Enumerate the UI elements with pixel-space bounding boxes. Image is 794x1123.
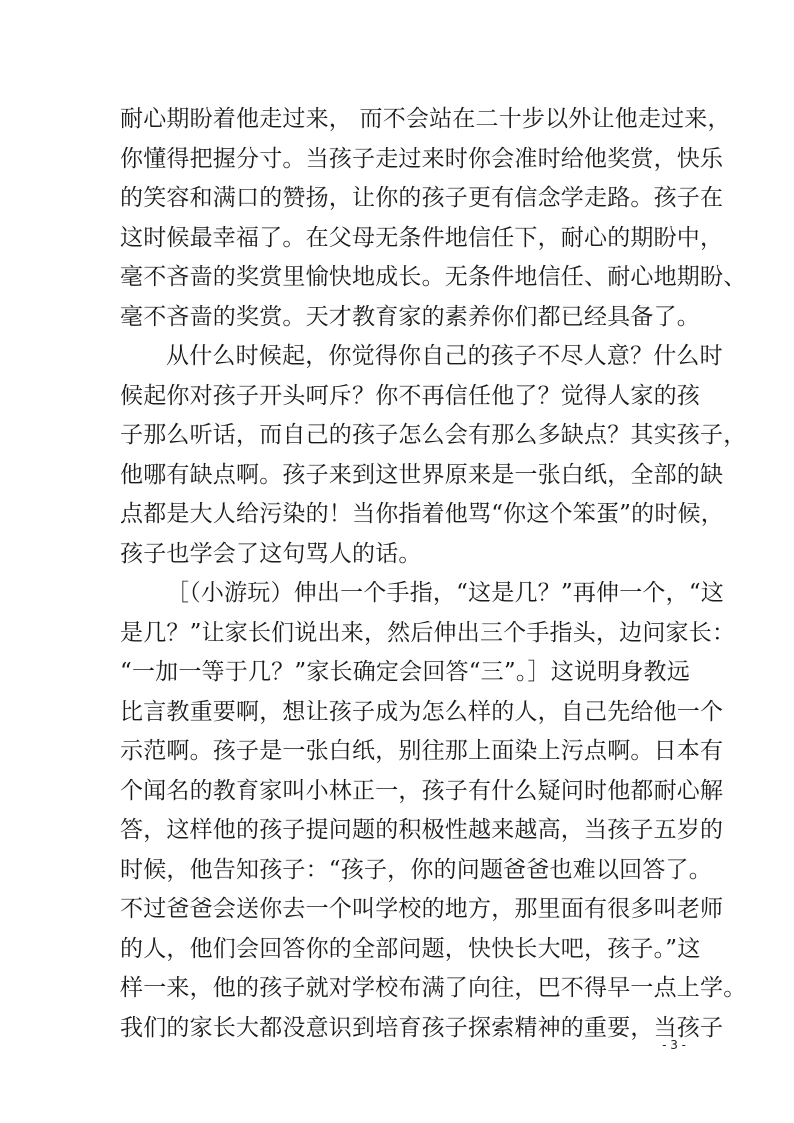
text-line: 子那么听话，而自己的孩子怎么会有那么多缺点？其实孩子，	[120, 422, 747, 448]
text-line: 他哪有缺点啊。孩子来到这世界原来是一张白纸，全部的缺	[120, 461, 724, 488]
text-line: 是几？”让家长们说出来，然后伸出三个手指头，边问家长：	[120, 619, 736, 646]
text-line: 候起你对孩子开头呵斥？你不再信任他了？觉得人家的孩	[120, 382, 700, 409]
text-line: 从什么时候起，你觉得你自己的孩子不尽人意？什么时	[166, 343, 723, 369]
text-line: 答，这样他的孩子提问题的积极性越来越高，当孩子五岁的	[120, 817, 724, 843]
text-line: 耐心期盼着他走过来， 而不会站在二十步以外让他走过来，	[120, 106, 731, 132]
text-line: 毫不吝啬的奖赏里愉快地成长。无条件地信任、耐心地期盼、	[120, 264, 747, 290]
text-line: 的人，他们会回答你的全部问题，快快长大吧，孩子。”这	[120, 935, 701, 962]
body-text	[120, 100, 747, 1048]
text-line: 示范啊。孩子是一张白纸，别往那上面染上污点啊。日本有	[120, 738, 724, 764]
text-line: 我们的家长大都没意识到培育孩子探索精神的重要，当孩子	[120, 1014, 724, 1041]
text-line: 比言教重要啊，想让孩子成为怎么样的人，自己先给他一个	[120, 698, 724, 725]
text-line: 样一来，他的孩子就对学校布满了向往，巴不得早一点上学。	[120, 975, 747, 1001]
text-line: ［（小游玩）伸出一个手指，“这是几？”再伸一个，“这	[166, 580, 724, 606]
text-line: 你懂得把握分寸。当孩子走过来时你会准时给他奖赏，快乐	[120, 145, 724, 172]
text-line: 点都是大人给污染的！当你指着他骂“你这个笨蛋”的时候，	[120, 501, 724, 527]
text-line: 时候，他告知孩子：“孩子，你的问题爸爸也难以回答了。	[120, 856, 712, 883]
text-line: 个闻名的教育家叫小林正一，孩子有什么疑问时他都耐心解	[120, 777, 724, 804]
text-line: 这时候最幸福了。在父母无条件地信任下，耐心的期盼中，	[120, 224, 724, 251]
text-line: 孩子也学会了这句骂人的话。	[120, 540, 422, 567]
text-line: 不过爸爸会送你去一个叫学校的地方，那里面有很多叫老师	[120, 896, 724, 922]
text-line: 的笑容和满口的赞扬，让你的孩子更有信念学走路。孩子在	[120, 185, 724, 211]
text-line: 毫不吝啬的奖赏。天才教育家的素养你们都已经具备了。	[120, 303, 700, 330]
page-number: - 3 -	[662, 1038, 686, 1052]
text-line: “一加一等于几？”家长确定会回答“三”。］这说明身教远	[120, 659, 690, 685]
